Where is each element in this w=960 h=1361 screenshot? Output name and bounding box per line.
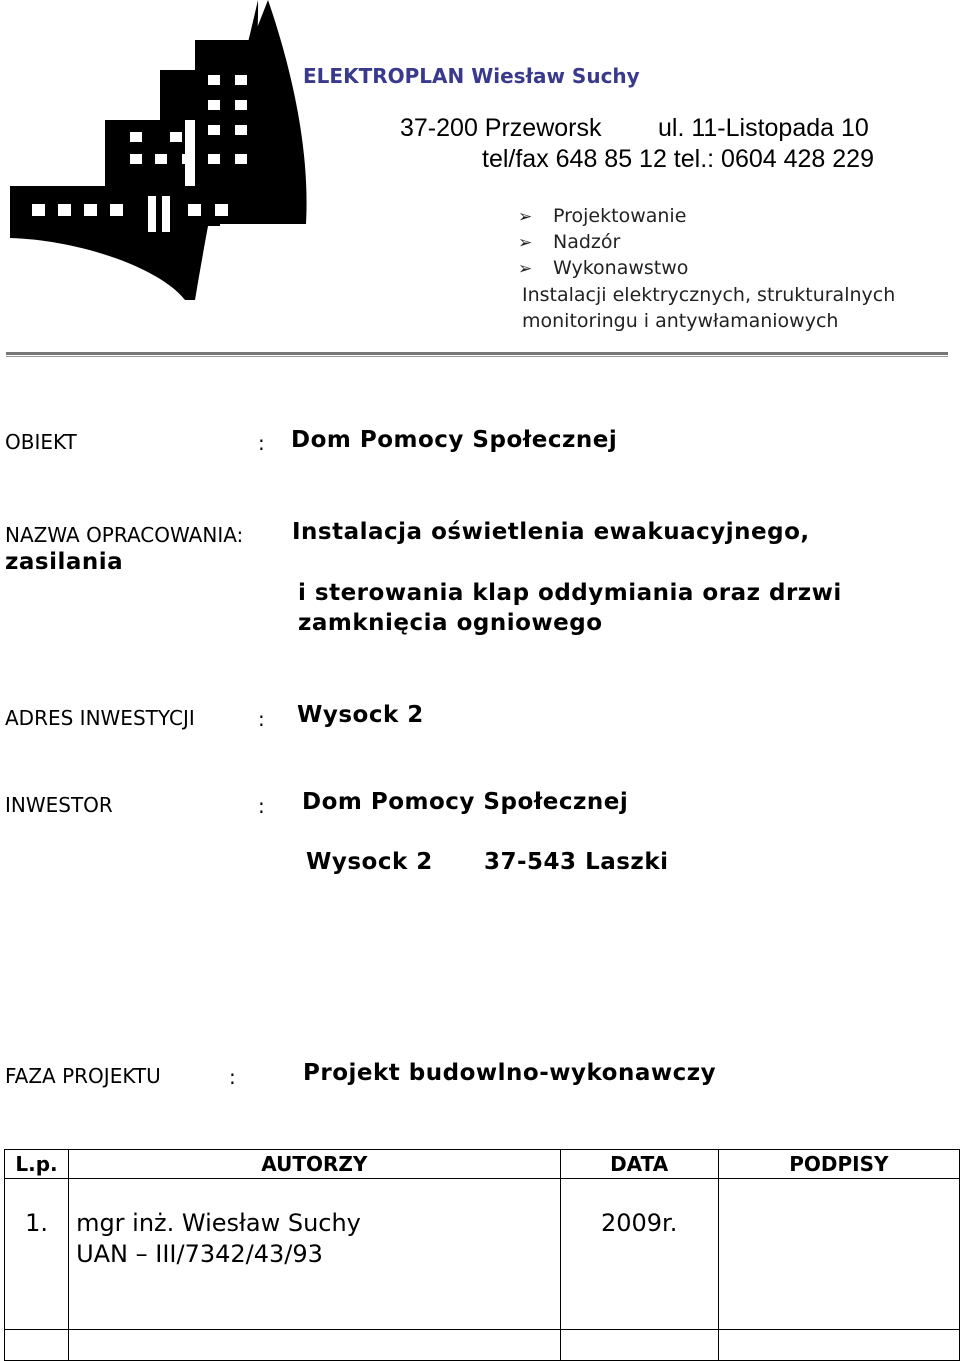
adres-value: Wysock 2 [297, 702, 424, 728]
faza-value: Projekt budowlno-wykonawczy [303, 1060, 717, 1086]
company-name: ELEKTROPLAN Wiesław Suchy [303, 64, 640, 88]
nazwa-value-line1: Instalacja oświetlenia ewakuacyjnego, [292, 519, 810, 545]
row-signature [718, 1179, 959, 1330]
service-item: Wykonawstwo [553, 257, 689, 279]
table-row-empty [5, 1330, 960, 1361]
company-phone: tel/fax 648 85 12 tel.: 0604 428 229 [482, 145, 874, 173]
arrow-bullet-icon: ➢ [518, 207, 533, 227]
service-item: Nadzór [553, 231, 621, 253]
company-city: 37-200 Przeworsk [400, 114, 602, 142]
services-desc-2: monitoringu i antywłamaniowych [522, 310, 839, 332]
nazwa-value-line3: zamknięcia ogniowego [298, 610, 603, 636]
arrow-bullet-icon: ➢ [518, 233, 533, 253]
header-authors: AUTORZY [69, 1150, 561, 1179]
service-item: Projektowanie [553, 205, 687, 227]
empty-cell [69, 1330, 561, 1361]
author-name: mgr inż. Wiesław Suchy [76, 1209, 361, 1237]
author-license: UAN – III/7342/43/93 [76, 1240, 323, 1268]
faza-colon: : [229, 1065, 236, 1089]
table-header-row [5, 1150, 960, 1179]
obiekt-colon: : [258, 431, 265, 455]
inwestor-value: Dom Pomocy Społecznej [302, 789, 629, 815]
header-lp: L.p. [5, 1150, 69, 1179]
inwestor-colon: : [258, 794, 265, 818]
company-logo [10, 0, 310, 300]
empty-cell [560, 1330, 718, 1361]
table-row [5, 1179, 960, 1330]
adres-label: ADRES INWESTYCJI [5, 706, 195, 730]
nazwa-value-line2: i sterowania klap oddymiania oraz drzwi [298, 580, 842, 606]
arrow-bullet-icon: ➢ [518, 259, 533, 279]
obiekt-label: OBIEKT [5, 430, 77, 454]
obiekt-value: Dom Pomocy Społecznej [291, 427, 618, 453]
adres-colon: : [258, 707, 265, 731]
row-lp: 1. [5, 1179, 69, 1330]
header-signatures: PODPISY [718, 1150, 959, 1179]
nazwa-label: NAZWA OPRACOWANIA: [5, 523, 244, 547]
company-street: ul. 11-Listopada 10 [658, 114, 869, 142]
empty-cell [718, 1330, 959, 1361]
services-desc-1: Instalacji elektrycznych, strukturalnych [522, 284, 896, 306]
header-date: DATA [560, 1150, 718, 1179]
empty-cell [5, 1330, 69, 1361]
row-author [69, 1179, 561, 1330]
header-divider [6, 352, 948, 355]
nazwa-value-line1b: zasilania [5, 549, 124, 575]
inwestor-address: Wysock 2 [306, 849, 433, 875]
inwestor-label: INWESTOR [5, 793, 113, 817]
authors-table [4, 1149, 960, 1361]
inwestor-postal: 37-543 Laszki [484, 849, 669, 875]
header-divider-thin [6, 356, 948, 357]
faza-label: FAZA PROJEKTU [5, 1064, 161, 1088]
row-date: 2009r. [560, 1179, 718, 1330]
